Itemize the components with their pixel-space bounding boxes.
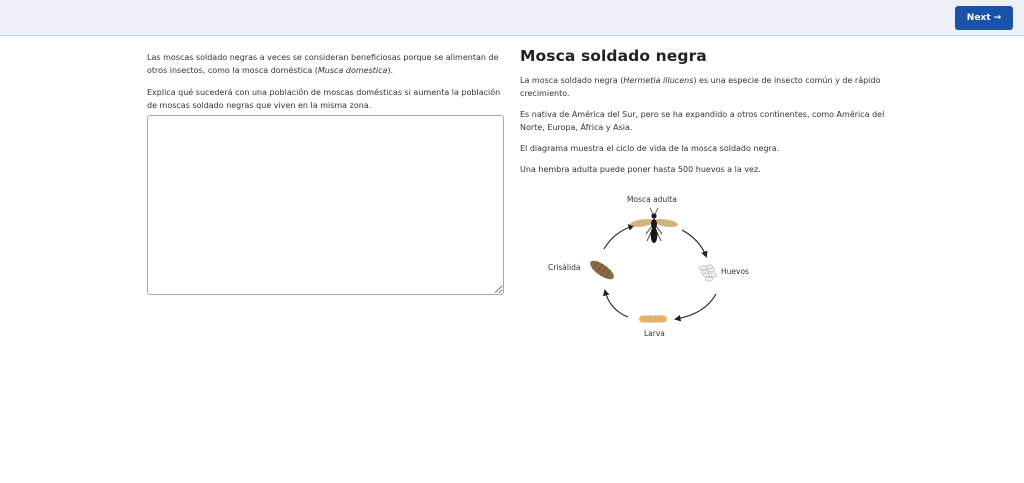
intro-text — [147, 51, 505, 77]
pupa-icon — [587, 257, 616, 282]
top-bar — [0, 0, 1024, 36]
label-eggs: Huevos — [721, 267, 749, 276]
label-adult: Mosca adulta — [627, 195, 677, 204]
info-paragraph-3: El diagrama muestra el ciclo de vida de la mosca soldado negra. — [520, 144, 780, 153]
arrow-larva-to-pupa — [605, 291, 628, 317]
next-button[interactable]: Next → — [955, 6, 1013, 30]
arrow-adult-to-eggs — [682, 230, 706, 256]
question-text: Explica qué sucederá con una población de moscas domésticas si aumenta la población de moscas soldado negras que viven en la misma zona. — [147, 88, 501, 110]
label-larva: Larva — [644, 329, 665, 338]
intro-text-part: Las moscas soldado negras a veces se consideran beneficiosas porque se alimentan de otros insectos, como la mosca doméstica ( — [147, 53, 499, 75]
info-paragraph-4: Una hembra adulta puede poner hasta 500 huevos a la vez. — [520, 165, 761, 174]
info-paragraph-1 — [520, 74, 890, 100]
label-pupa: Crisálida — [548, 263, 581, 272]
larva-icon — [639, 316, 667, 323]
info-p1-part: La mosca soldado negra ( — [520, 76, 624, 85]
arrow-pupa-to-adult — [604, 226, 633, 249]
life-cycle-diagram — [540, 190, 770, 345]
info-paragraph-2: Es nativa de América del Sur, pero se ha expandido a otros continentes, como América del Norte, Europa, África y Asia. — [520, 110, 885, 132]
adult-fly-icon — [630, 208, 679, 243]
scientific-name: Hermetia illucens — [623, 76, 694, 85]
arrow-eggs-to-larva — [676, 294, 716, 319]
info-title: Mosca soldado negra — [520, 47, 707, 65]
info-p1-end: ) es una especie de insecto común y de rápido crecimiento. — [520, 76, 881, 98]
eggs-icon — [699, 265, 717, 281]
intro-species-name: Musca domestica — [317, 66, 388, 75]
info-panel — [520, 47, 890, 184]
answer-textarea[interactable] — [147, 115, 504, 295]
intro-text-end: ). — [387, 66, 394, 75]
question-panel — [147, 51, 505, 121]
